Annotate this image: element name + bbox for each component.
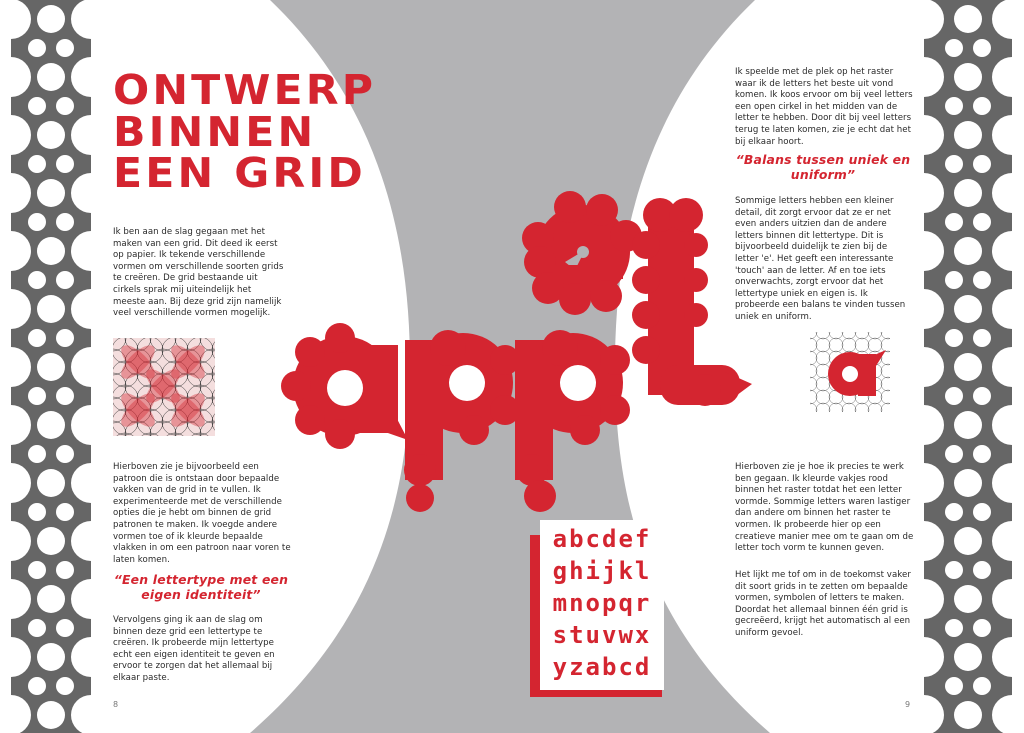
letter-p-second	[515, 330, 630, 512]
page-number-left: 8	[113, 700, 119, 709]
left-pattern-paragraph: Hierboven zie je bijvoorbeeld een patroon die is ontstaan door bepaalde vakken van de grid in te vullen. Ik experimenteerde met de verschillende opties die je hebt om binnen de grid patronen te maken. Ik voegde andere vormen toe of ik kleurde bepaalde vlakken in om een patroon naar voren te laten komen.	[113, 462, 291, 565]
page-number-right: 9	[905, 700, 911, 709]
grid-pattern-sample	[113, 338, 215, 436]
right-intro-paragraph: Ik speelde met de plek op het raster waar ik de letters het beste uit vond komen. Ik koos ervoor om bij veel letters een open cirkel in het midden van de letter te hebben. Door dit bij veel letters terug te laten komen, zie je echt dat het bij elkaar hoort.	[735, 67, 913, 147]
right-pull-quote: “Balans tussen uniek en uniform”	[735, 152, 911, 182]
p-counter-2	[560, 365, 596, 401]
right-process-paragraph: Hierboven zie je hoe ik precies te werk ben gegaan. Ik kleurde vakjes rood binnen het raster totdat het een letter vormde. Sommige letters waren lastiger dan andere om binnen het raster te vormen. Ik probeerde hier op een creatieve manier mee om te gaan om de letter toch vorm te kunnen geven.	[735, 462, 914, 554]
heading-line-1: ONTWERP	[113, 66, 377, 114]
heading-line-3: EEN GRID	[113, 149, 366, 197]
alphabet-row-2: ghijkl	[552, 557, 652, 585]
letter-a-grid-sample	[810, 332, 890, 412]
letter-l	[632, 198, 752, 406]
alphabet-row-4: stuvwx	[552, 621, 652, 649]
letter-p-first	[404, 330, 520, 512]
left-intro-paragraph: Ik ben aan de slag gegaan met het maken van een grid. Dit deed ik eerst op papier. Ik tekende verschillende vormen om verschillende soorten grids te creëren. De grid bestaande uit cirkels sprak mij uiteindelijk het meeste aan. Bij deze grid zijn namelijk veel verschillende vormen mogelijk.	[113, 227, 284, 319]
right-detail-paragraph: Sommige letters hebben een kleiner detail, dit zorgt ervoor dat ze er net even anders uitzien dan de andere letters binnen dit lettertype. Dit is bijvoorbeeld duidelijk te zien bij de letter 'e'. Het geeft een interessante 'touch' aan de letter. Af en toe iets onverwachts, zorgt ervoor dat het lettertype uniek en eigen is. Ik probeerde een balans te vinden tussen uniek en uniform.	[735, 196, 906, 322]
alphabet-card	[540, 520, 664, 690]
alphabet-row-3: mnopqr	[552, 589, 652, 617]
left-identity-paragraph: Vervolgens ging ik aan de slag om binnen deze grid een lettertype te creëren. Ik probeerde mijn lettertype echt een eigen identiteit te geven en ervoor te zorgen dat het allemaal bij elkaar paste.	[113, 615, 275, 683]
a-counter	[327, 370, 363, 406]
heading-line-2: BINNEN	[113, 107, 317, 156]
p-counter-1	[449, 365, 485, 401]
left-pull-quote: “Een lettertype met een eigen identiteit”	[113, 572, 289, 602]
right-future-paragraph: Het lijkt me tof om in de toekomst vaker dit soort grids in te zetten om bepaalde vormen, symbolen of letters te maken. Doordat het allemaal binnen één grid is gecreëerd, krijgt het automatisch al een uniform gevoel.	[735, 570, 911, 638]
spread-heading	[113, 66, 377, 197]
alphabet-row-5: yzabcd	[552, 653, 652, 681]
alphabet-row-1: abcdef	[552, 525, 652, 553]
